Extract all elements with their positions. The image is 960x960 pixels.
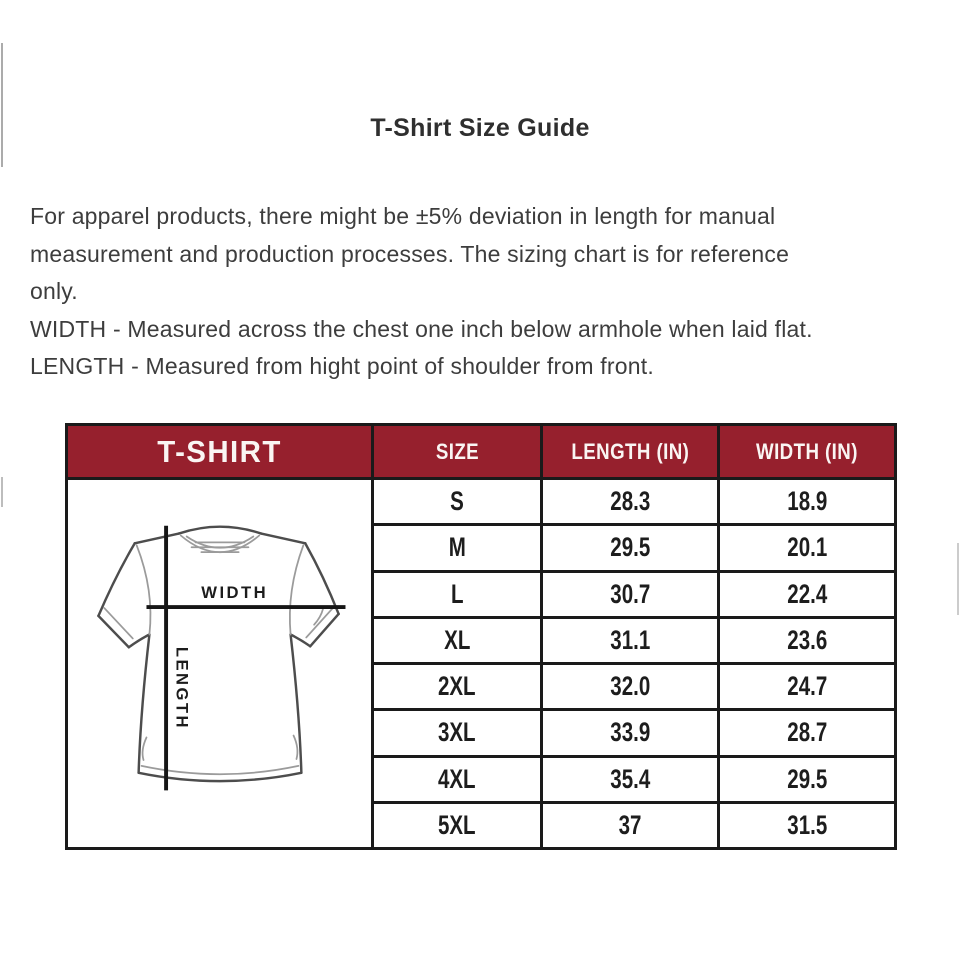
width-cell: 29.5 xyxy=(719,756,896,802)
description-line-length: LENGTH - Measured from hight point of shoulder from front. xyxy=(30,353,654,379)
product-header-cell xyxy=(67,425,373,479)
size-cell: XL xyxy=(373,617,542,663)
column-header-width: WIDTH (IN) xyxy=(719,425,896,479)
description-line-width: WIDTH - Measured across the chest one inch below armhole when laid flat. xyxy=(30,315,813,342)
column-header-length: LENGTH (IN) xyxy=(542,425,719,479)
table-row xyxy=(67,479,896,525)
width-label: WIDTH xyxy=(200,583,268,603)
size-guide-description xyxy=(30,198,930,386)
width-cell: 22.4 xyxy=(719,571,896,617)
page-title: T-Shirt Size Guide xyxy=(370,114,590,142)
width-cell: 23.6 xyxy=(719,617,896,663)
size-cell: 5XL xyxy=(373,802,542,848)
description-line: measurement and production processes. The sizing chart is for reference xyxy=(30,240,790,267)
scan-artifact xyxy=(1,43,3,167)
length-cell: 31.1 xyxy=(542,617,719,663)
description-line: only. xyxy=(30,278,78,304)
column-header-size: SIZE xyxy=(373,425,542,479)
size-cell: S xyxy=(373,479,542,525)
size-cell: 3XL xyxy=(373,710,542,756)
size-cell: 4XL xyxy=(373,756,542,802)
product-header-label: T-SHIRT xyxy=(157,433,282,469)
length-cell: 37 xyxy=(542,802,719,848)
size-cell: M xyxy=(373,525,542,571)
table-header-row xyxy=(67,425,896,479)
width-cell: 18.9 xyxy=(719,479,896,525)
length-cell: 30.7 xyxy=(542,571,719,617)
length-cell: 33.9 xyxy=(542,710,719,756)
scan-artifact xyxy=(1,477,3,507)
width-cell: 24.7 xyxy=(719,664,896,710)
width-cell: 31.5 xyxy=(719,802,896,848)
scan-artifact xyxy=(957,543,959,615)
length-cell: 29.5 xyxy=(542,525,719,571)
tshirt-diagram-icon xyxy=(70,480,370,842)
size-cell: L xyxy=(373,571,542,617)
tshirt-illustration-cell xyxy=(67,479,373,849)
length-cell: 28.3 xyxy=(542,479,719,525)
length-cell: 32.0 xyxy=(542,664,719,710)
length-cell: 35.4 xyxy=(542,756,719,802)
width-cell: 20.1 xyxy=(719,525,896,571)
length-label: LENGTH xyxy=(171,646,191,731)
size-cell: 2XL xyxy=(373,664,542,710)
size-chart-table xyxy=(65,423,897,850)
width-cell: 28.7 xyxy=(719,710,896,756)
description-line: For apparel products, there might be ±5% deviation in length for manual xyxy=(30,203,776,229)
